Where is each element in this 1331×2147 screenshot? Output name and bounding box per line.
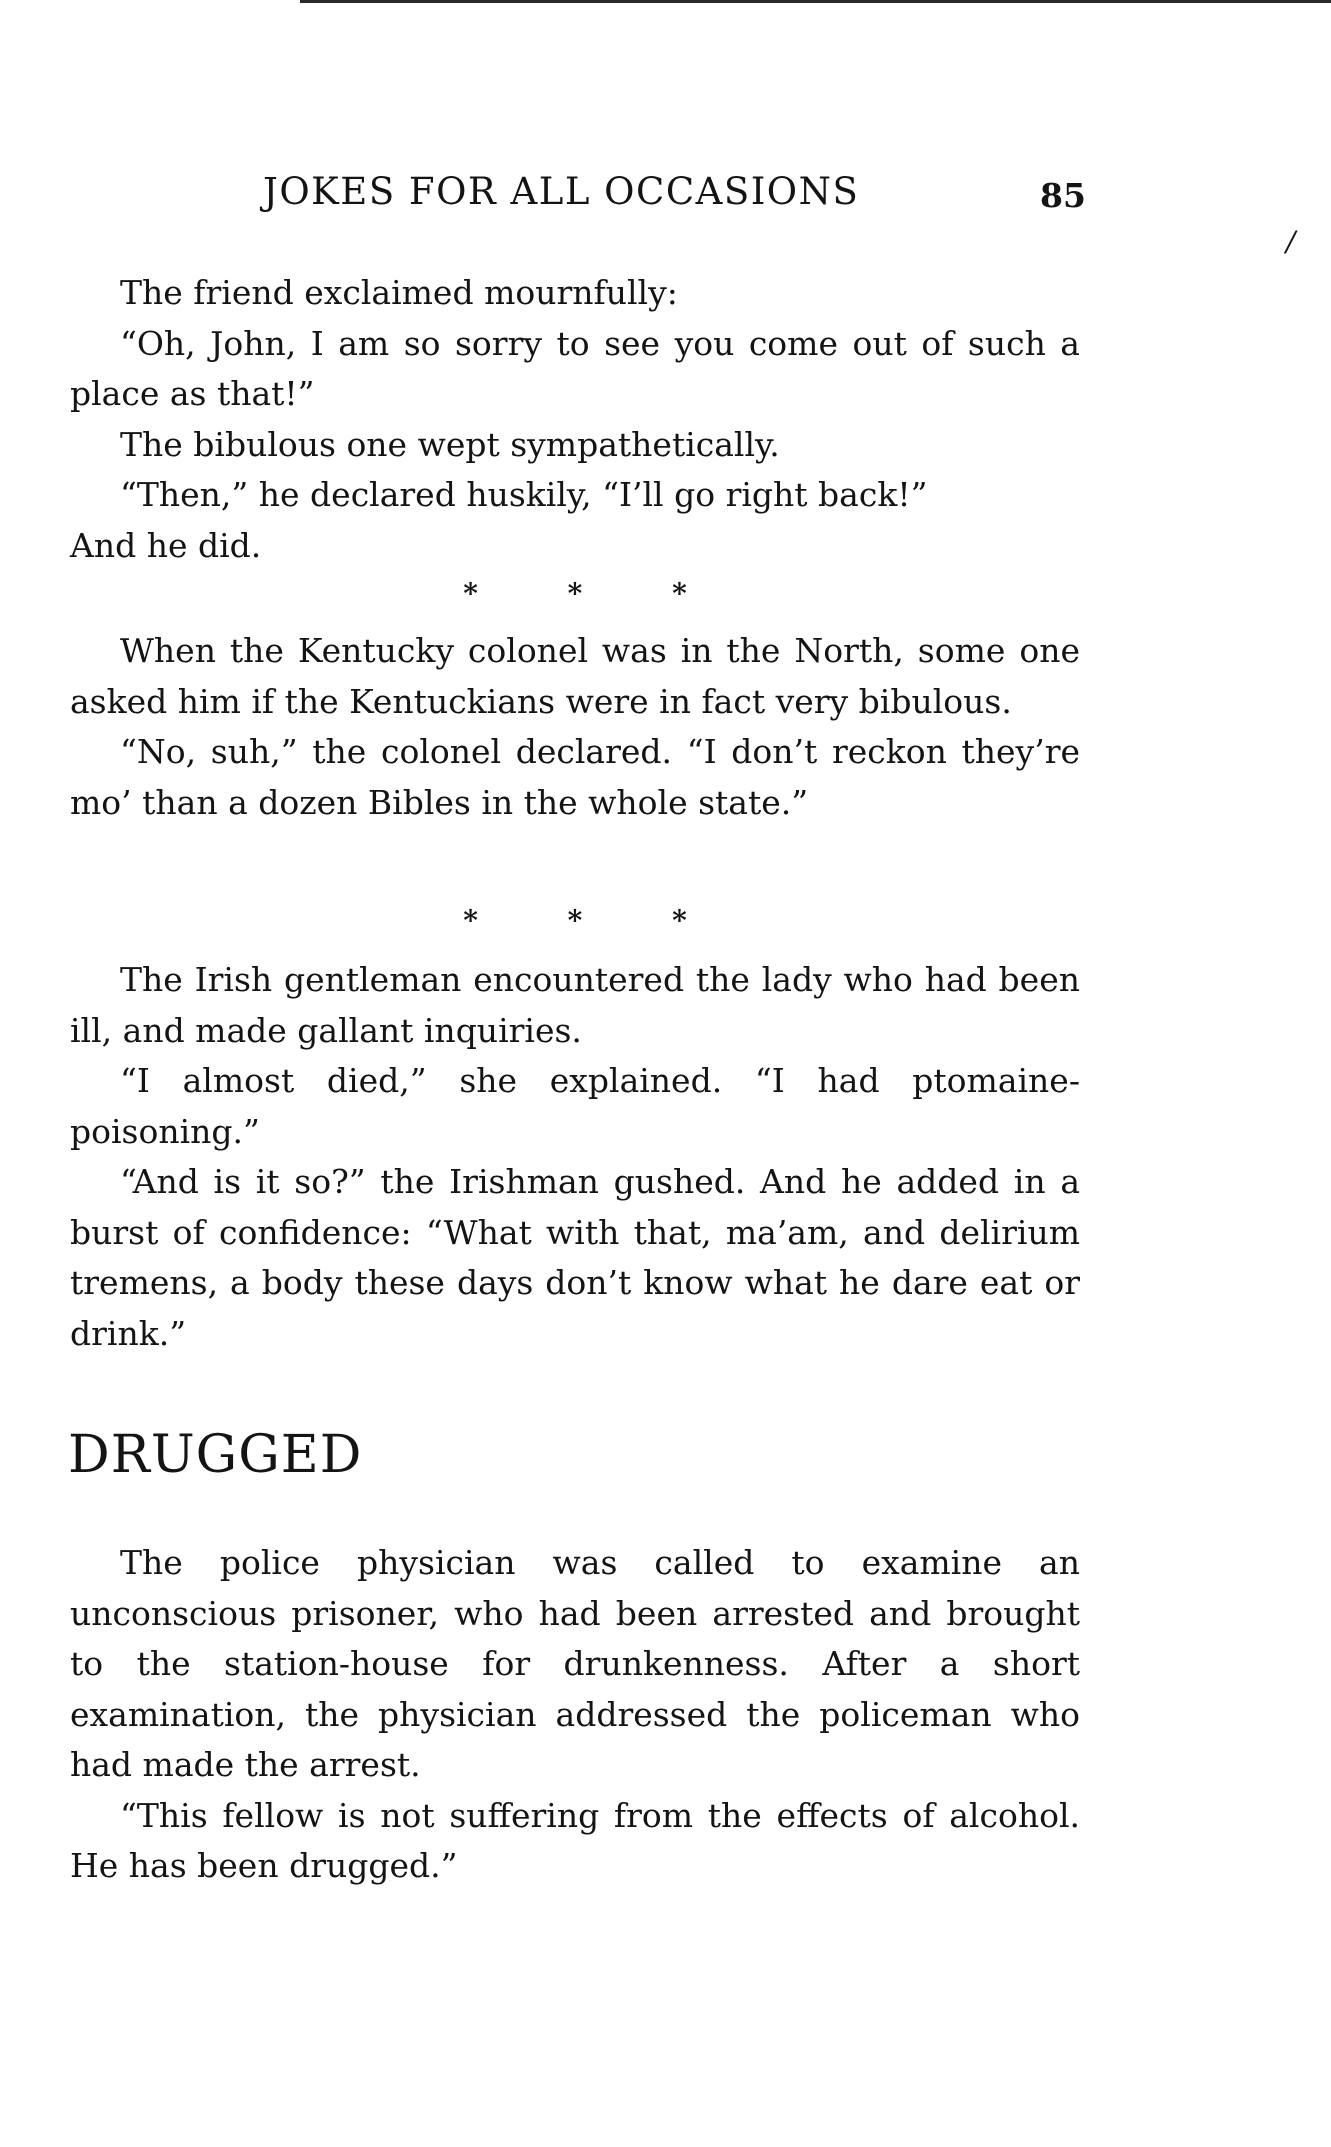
page-header bbox=[0, 170, 1331, 220]
paragraph: “I almost died,” she explained. “I had ptomaine-poisoning.” bbox=[70, 1061, 1080, 1151]
section-title: DRUGGED bbox=[68, 1425, 363, 1485]
paragraph: The police physician was called to examine an unconscious prisoner, who had been arrested and brought to the station-house for drunkenness. After a short examination, the physician addressed the policeman who had made the arrest. bbox=[70, 1543, 1080, 1784]
page-number: 85 bbox=[1040, 176, 1086, 215]
paragraph: The Irish gentleman encountered the lady who had been ill, and made gallant inquiries. bbox=[70, 960, 1080, 1050]
paragraph: “Then,” he declared huskily, “I’ll go right back!” bbox=[120, 475, 928, 514]
paragraph: When the Kentucky colonel was in the North, some one asked him if the Kentuckians were in fact very bibulous. bbox=[70, 631, 1080, 721]
joke-3 bbox=[70, 955, 1080, 1359]
paragraph: The friend exclaimed mournfully: bbox=[120, 273, 678, 312]
top-rule bbox=[300, 0, 1331, 3]
paragraph: “Oh, John, I am so sorry to see you come out of such a place as that!” bbox=[70, 323, 1080, 413]
asterism-separator: * * * bbox=[463, 904, 727, 937]
paragraph: The bibulous one wept sympathetically. bbox=[120, 424, 780, 464]
section-body bbox=[70, 1538, 1080, 1892]
margin-mark: / bbox=[1286, 225, 1296, 258]
asterism-separator: * * * bbox=[463, 577, 727, 610]
paragraph: And he did. bbox=[70, 525, 262, 565]
joke-3-separator-wrap bbox=[70, 898, 1080, 944]
running-head: JOKES FOR ALL OCCASIONS bbox=[263, 170, 860, 213]
paragraph: “This fellow is not suffering from the effects of alcohol. He has been drugged.” bbox=[70, 1795, 1080, 1885]
joke-2 bbox=[70, 626, 1080, 828]
paragraph: “No, suh,” the colonel declared. “I don’t reckon they’re mo’ than a dozen Bibles in the whole state.” bbox=[70, 732, 1080, 822]
joke-1 bbox=[70, 268, 1080, 617]
paragraph: “And is it so?” the Irishman gushed. And he added in a burst of confidence: “What with that, ma’am, and delirium tremens, a body these days don’t know what he dare eat or drink.” bbox=[70, 1162, 1080, 1353]
